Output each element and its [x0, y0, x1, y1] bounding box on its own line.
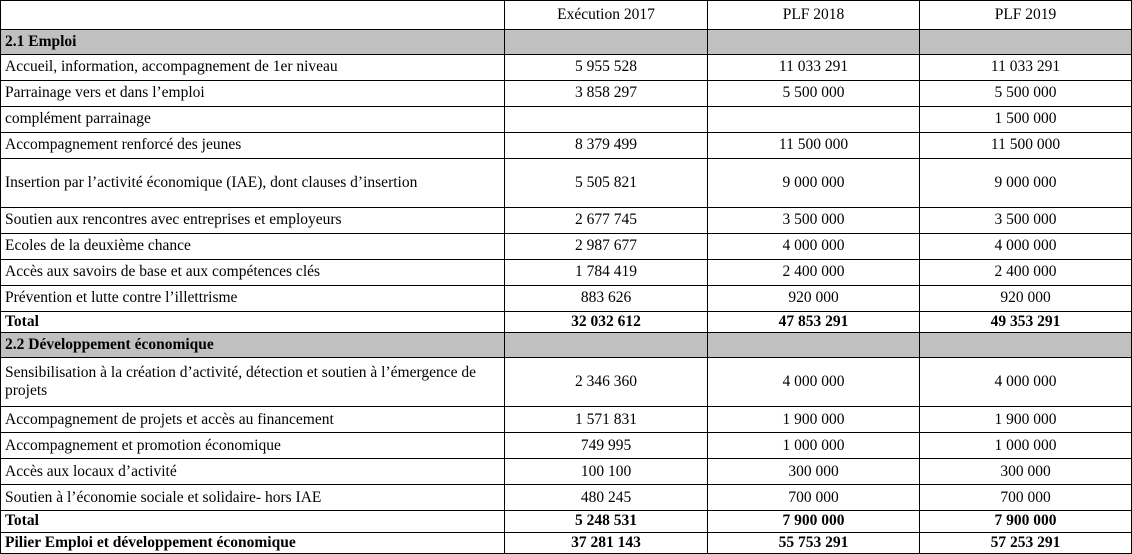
- row-value: 55 753 291: [708, 532, 920, 553]
- header-row: [1, 1, 1132, 30]
- row-value: 1 000 000: [708, 433, 920, 459]
- row-value: 57 253 291: [920, 532, 1132, 553]
- row-value: 1 000 000: [920, 433, 1132, 459]
- row-value: [708, 107, 920, 133]
- row-value: 1 784 419: [505, 260, 708, 286]
- header-cell-blank: [1, 1, 505, 30]
- table-row: [1, 81, 1132, 107]
- table-row: [1, 532, 1132, 553]
- table-row: [1, 333, 1132, 358]
- row-value: 4 000 000: [920, 358, 1132, 407]
- row-label: 2.1 Emploi: [1, 30, 505, 55]
- row-value: [708, 30, 920, 55]
- table-body: [1, 30, 1132, 554]
- row-value: 4 000 000: [708, 234, 920, 260]
- row-value: 1 900 000: [708, 407, 920, 433]
- row-label: Pilier Emploi et développement économique: [1, 532, 505, 553]
- row-value: 2 400 000: [920, 260, 1132, 286]
- row-label: Ecoles de la deuxième chance: [1, 234, 505, 260]
- row-value: 7 900 000: [920, 511, 1132, 532]
- header-cell-plf-2019: PLF 2019: [920, 1, 1132, 30]
- row-value: 9 000 000: [708, 159, 920, 208]
- table-row: [1, 433, 1132, 459]
- row-value: [505, 333, 708, 358]
- row-value: 480 245: [505, 485, 708, 511]
- row-value: 32 032 612: [505, 312, 708, 333]
- row-value: 2 677 745: [505, 208, 708, 234]
- row-value: [505, 107, 708, 133]
- table-row: [1, 107, 1132, 133]
- table-row: [1, 312, 1132, 333]
- row-value: [505, 30, 708, 55]
- row-value: 2 400 000: [708, 260, 920, 286]
- row-label: Total: [1, 312, 505, 333]
- row-value: 749 995: [505, 433, 708, 459]
- row-value: 5 505 821: [505, 159, 708, 208]
- row-value: 1 571 831: [505, 407, 708, 433]
- table-row: [1, 234, 1132, 260]
- row-value: 11 033 291: [920, 55, 1132, 81]
- row-value: 4 000 000: [920, 234, 1132, 260]
- row-value: 3 858 297: [505, 81, 708, 107]
- row-value: 8 379 499: [505, 133, 708, 159]
- row-value: 300 000: [708, 459, 920, 485]
- row-value: 9 000 000: [920, 159, 1132, 208]
- row-value: 5 955 528: [505, 55, 708, 81]
- table-row: [1, 30, 1132, 55]
- row-label: Accès aux savoirs de base et aux compétences clés: [1, 260, 505, 286]
- row-label: Accompagnement renforcé des jeunes: [1, 133, 505, 159]
- row-value: 920 000: [708, 286, 920, 312]
- row-label: Total: [1, 511, 505, 532]
- table-row: [1, 459, 1132, 485]
- row-value: 883 626: [505, 286, 708, 312]
- table-row: [1, 133, 1132, 159]
- row-value: 3 500 000: [708, 208, 920, 234]
- row-label: complément parrainage: [1, 107, 505, 133]
- row-value: 1 500 000: [920, 107, 1132, 133]
- table-row: [1, 208, 1132, 234]
- row-value: 1 900 000: [920, 407, 1132, 433]
- row-label: Accompagnement et promotion économique: [1, 433, 505, 459]
- row-value: 100 100: [505, 459, 708, 485]
- row-value: 2 346 360: [505, 358, 708, 407]
- row-label: Insertion par l’activité économique (IAE), dont clauses d’insertion: [1, 159, 505, 208]
- row-value: 700 000: [920, 485, 1132, 511]
- row-label: Soutien à l’économie sociale et solidaire- hors IAE: [1, 485, 505, 511]
- row-value: 700 000: [708, 485, 920, 511]
- row-value: [708, 333, 920, 358]
- header-cell-execution-2017: Exécution 2017: [505, 1, 708, 30]
- row-value: 4 000 000: [708, 358, 920, 407]
- table-row: [1, 55, 1132, 81]
- table-row: [1, 407, 1132, 433]
- row-value: 5 500 000: [920, 81, 1132, 107]
- row-value: 300 000: [920, 459, 1132, 485]
- table-row: [1, 260, 1132, 286]
- row-label: Accompagnement de projets et accès au financement: [1, 407, 505, 433]
- table-row: [1, 159, 1132, 208]
- row-label: Prévention et lutte contre l’illettrisme: [1, 286, 505, 312]
- row-value: 11 500 000: [920, 133, 1132, 159]
- row-value: 5 248 531: [505, 511, 708, 532]
- row-value: 37 281 143: [505, 532, 708, 553]
- row-value: 2 987 677: [505, 234, 708, 260]
- header-cell-plf-2018: PLF 2018: [708, 1, 920, 30]
- row-label: 2.2 Développement économique: [1, 333, 505, 358]
- row-value: 920 000: [920, 286, 1132, 312]
- row-label: Accueil, information, accompagnement de 1er niveau: [1, 55, 505, 81]
- row-label: Parrainage vers et dans l’emploi: [1, 81, 505, 107]
- row-label: Sensibilisation à la création d’activité, détection et soutien à l’émergence de projets: [1, 358, 505, 407]
- table-row: [1, 358, 1132, 407]
- row-label: Accès aux locaux d’activité: [1, 459, 505, 485]
- row-value: 3 500 000: [920, 208, 1132, 234]
- row-value: 49 353 291: [920, 312, 1132, 333]
- table-header: [1, 1, 1132, 30]
- row-value: 11 500 000: [708, 133, 920, 159]
- row-value: 5 500 000: [708, 81, 920, 107]
- row-value: [920, 30, 1132, 55]
- table-row: [1, 511, 1132, 532]
- table-row: [1, 286, 1132, 312]
- row-value: 11 033 291: [708, 55, 920, 81]
- table-row: [1, 485, 1132, 511]
- row-value: [920, 333, 1132, 358]
- row-label: Soutien aux rencontres avec entreprises et employeurs: [1, 208, 505, 234]
- row-value: 7 900 000: [708, 511, 920, 532]
- row-value: 47 853 291: [708, 312, 920, 333]
